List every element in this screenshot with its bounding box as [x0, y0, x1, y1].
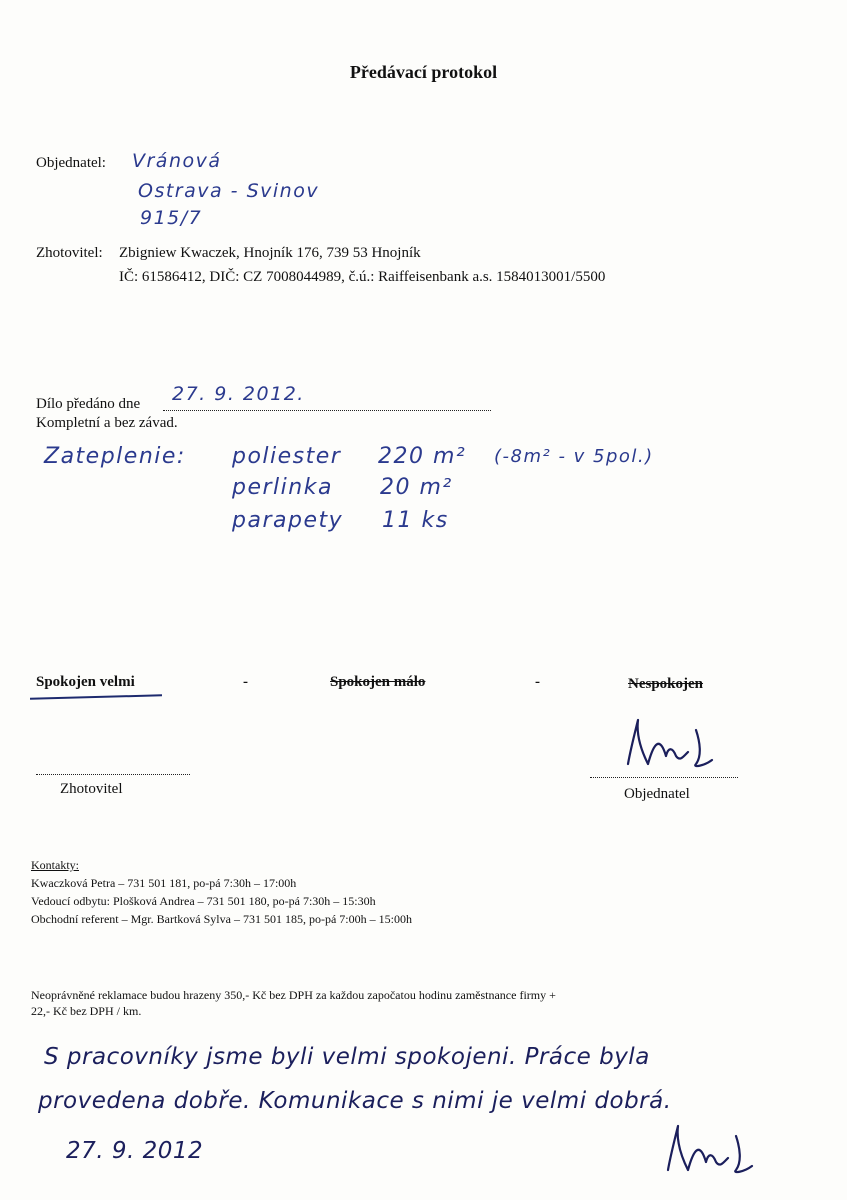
- contractor-signature-line: [36, 773, 190, 775]
- customer-signature-label: Objednatel: [624, 786, 690, 802]
- work-item-qty: 220 m²: [378, 444, 467, 469]
- satisfaction-separator: -: [243, 674, 248, 690]
- customer-address-line1: Ostrava - Svinov: [138, 180, 320, 202]
- contacts-heading: Kontakty:: [31, 858, 79, 872]
- customer-signature: [608, 712, 718, 776]
- work-item-prefix: Zateplenie:: [44, 444, 186, 469]
- complaint-notice-line1: Neoprávněné reklamace budou hrazeny 350,- Kč bez DPH za každou započatou hodinu zaměstnance firmy +: [31, 988, 556, 1002]
- work-item-note: (-8m² - v 5pol.): [494, 446, 654, 467]
- contact-line: Vedoucí odbytu: Plošková Andrea – 731 501 180, po-pá 7:30h – 15:30h: [31, 894, 376, 908]
- handwritten-note-line2: provedena dobře. Komunikace s nimi je velmi dobrá.: [38, 1088, 672, 1114]
- customer-address-line2: 915/7: [140, 207, 203, 229]
- satisfaction-option-very-satisfied: Spokojen velmi: [36, 674, 135, 690]
- contractor-line1: Zbigniew Kwaczek, Hnojník 176, 739 53 Hnojník: [119, 245, 421, 261]
- handover-label: Dílo předáno dne: [36, 396, 141, 412]
- satisfaction-option-unsatisfied: Nespokojen: [628, 676, 704, 692]
- complaint-notice-line2: 22,- Kč bez DPH / km.: [31, 1004, 142, 1018]
- work-item-name: parapety: [232, 508, 344, 533]
- work-item-qty: 20 m²: [380, 475, 453, 500]
- handover-date: 27. 9. 2012.: [172, 383, 305, 405]
- customer-label: Objednatel:: [36, 155, 106, 171]
- contractor-signature-label: Zhotovitel: [60, 781, 123, 797]
- contractor-label: Zhotovitel:: [36, 245, 103, 261]
- customer-signature-line: [590, 776, 738, 778]
- handwritten-note-date: 27. 9. 2012: [66, 1138, 204, 1164]
- work-item-qty: 11 ks: [382, 508, 449, 533]
- selection-underline: [30, 694, 162, 699]
- handover-date-dotted-line: [163, 409, 491, 411]
- page-title: Předávací protokol: [349, 62, 498, 82]
- contact-line: Obchodní referent – Mgr. Bartková Sylva – 731 501 185, po-pá 7:00h – 15:00h: [31, 912, 412, 926]
- satisfaction-option-little-satisfied: Spokojen málo: [330, 674, 426, 690]
- customer-signature-note: [648, 1118, 758, 1182]
- satisfaction-separator: -: [535, 674, 540, 690]
- contact-line: Kwaczková Petra – 731 501 181, po-pá 7:30h – 17:00h: [31, 876, 297, 890]
- handwritten-note-line1: S pracovníky jsme byli velmi spokojeni. Práce byla: [44, 1044, 650, 1070]
- customer-name: Vránová: [132, 150, 222, 172]
- work-item-name: poliester: [232, 444, 342, 469]
- contractor-line2: IČ: 61586412, DIČ: CZ 7008044989, č.ú.: Raiffeisenbank a.s. 1584013001/5500: [119, 269, 606, 285]
- handover-status: Kompletní a bez závad.: [36, 415, 178, 431]
- work-item-name: perlinka: [232, 475, 333, 500]
